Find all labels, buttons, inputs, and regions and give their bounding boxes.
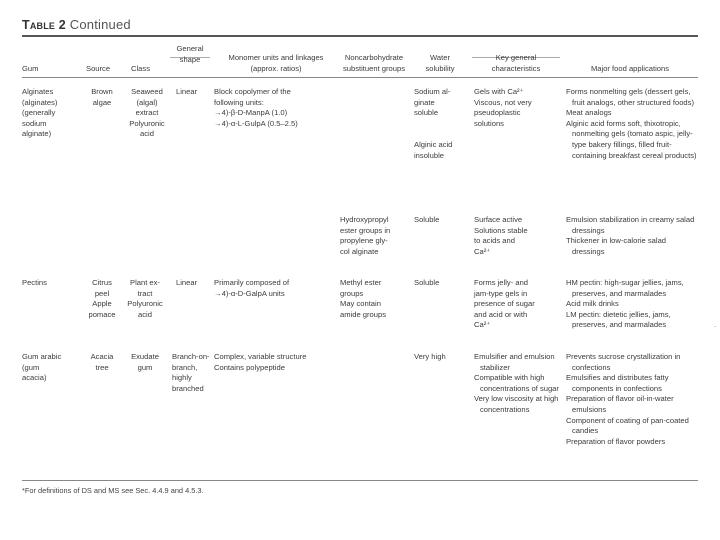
arabic-class: Exudate gum xyxy=(131,352,159,372)
app-item: HM pectin: high-sugar jellies, jams, preserves, and marmalades xyxy=(566,278,684,298)
arabic-key xyxy=(474,352,564,416)
pectins-class: Plant ex- tract Polyuronic acid xyxy=(127,278,163,319)
app-item: Forms nonmelting gels (dessert gels, fruit analogs, other structured foods) xyxy=(566,87,694,107)
arabic-source: Acacia tree xyxy=(90,352,114,372)
table-continued: Continued xyxy=(69,17,131,32)
edge-mark: . xyxy=(714,320,717,329)
header-water: Water solubility xyxy=(425,53,455,73)
app-item: Component of coating of pan-coated candies xyxy=(566,415,689,436)
pga-key: Surface active Solutions stable to acids and Ca²⁺ xyxy=(474,215,528,256)
alginates-source: Brown algae xyxy=(91,87,113,107)
pectins-gum: Pectins xyxy=(22,278,47,287)
pectins-monomer: Primarily composed of →4)-α-D-GalpA units xyxy=(214,278,290,298)
app-item: Preparation of flavor powders xyxy=(566,436,666,446)
alginates-water-sodium: Sodium al- ginate soluble xyxy=(414,87,451,118)
table-footnote: *For definitions of DS and MS see Sec. 4.4.9 and 4.5.3. xyxy=(22,486,204,495)
header-source: Source xyxy=(86,64,111,73)
header-monomer: Monomer units and linkages (approx. ratios) xyxy=(228,53,324,73)
header-key: Key general characteristics xyxy=(491,53,541,73)
key-item: Compatible with high concentrations of sugar xyxy=(474,373,559,393)
pectins-noncarb: Methyl ester groups May contain amide groups xyxy=(340,278,387,319)
app-item: Emulsion stabilization in creamy salad dressings xyxy=(566,215,695,235)
bottom-rule xyxy=(22,480,698,481)
alginates-key: Gels with Ca²⁺ Viscous, not very pseudoplastic solutions xyxy=(474,87,532,128)
app-item: Acid milk drinks xyxy=(566,299,619,309)
arabic-monomer: Complex, variable structure Contains polypeptide xyxy=(214,352,307,372)
key-item: Very low viscosity at high concentrations xyxy=(474,394,559,414)
app-item: Preparation of flavor oil-in-water emulsions xyxy=(566,394,674,414)
table-title xyxy=(22,17,131,32)
table-label: Table 2 xyxy=(22,18,66,32)
header-class: Class xyxy=(131,64,150,73)
key-item: Emulsifier and emulsion stabilizer xyxy=(474,352,555,372)
pga-noncarb: Hydroxypropyl ester groups in propylene gly- col alginate xyxy=(340,215,391,256)
top-rule xyxy=(22,35,698,37)
alginates-shape: Linear xyxy=(176,87,198,96)
arabic-gum: Gum arabic (gum acacia) xyxy=(22,352,62,383)
app-item: Thickener in low-calorie salad dressings xyxy=(566,236,667,256)
alginates-water-acid: Alginic acid insoluble xyxy=(414,140,453,160)
header-noncarb: Noncarbohydrate substituent groups xyxy=(342,53,406,73)
app-item: Alginic acid forms soft, thixotropic, nonmelting gels (tomato aspic, jelly-type bakery fillings, filled fruit-containing breakfast cereal products) xyxy=(566,118,697,160)
arabic-water: Very high xyxy=(414,352,446,361)
pectins-shape: Linear xyxy=(176,278,198,287)
alginates-gum: Alginates (alginates) (generally sodium alginate) xyxy=(22,87,58,139)
pectins-source: Citrus peel Apple pomace xyxy=(88,278,116,319)
pectins-key: Forms jelly- and jam-type gels in presence of sugar and acid or with Ca²⁺ xyxy=(474,278,535,330)
arabic-shape: Branch-on- branch, highly branched xyxy=(172,352,210,393)
arabic-apps xyxy=(566,352,698,447)
pectins-apps xyxy=(566,278,698,331)
pga-apps xyxy=(566,215,698,257)
pectins-water: Soluble xyxy=(414,278,440,287)
alginates-apps xyxy=(566,87,698,161)
header-gum: Gum xyxy=(22,64,39,73)
header-general-shape: General shape xyxy=(176,44,204,64)
app-item: Prevents sucrose crystallization in confections xyxy=(566,352,681,372)
alginates-monomer: Block copolymer of the following units: →4)-β-D-ManpA (1.0) →4)-α-L-GulpA (0.5–2.5) xyxy=(214,87,298,128)
app-item: Meat analogs xyxy=(566,108,612,118)
app-item: Emulsifies and distributes fatty components in confections xyxy=(566,373,669,393)
alginates-class: Seaweed (algal) extract Polyuronic acid xyxy=(129,87,165,139)
header-rule xyxy=(22,77,698,78)
header-apps: Major food applications xyxy=(590,64,670,73)
pga-water: Soluble xyxy=(414,215,440,224)
app-item: LM pectin: dietetic jellies, jams, preserves, and marmalades xyxy=(566,309,671,330)
